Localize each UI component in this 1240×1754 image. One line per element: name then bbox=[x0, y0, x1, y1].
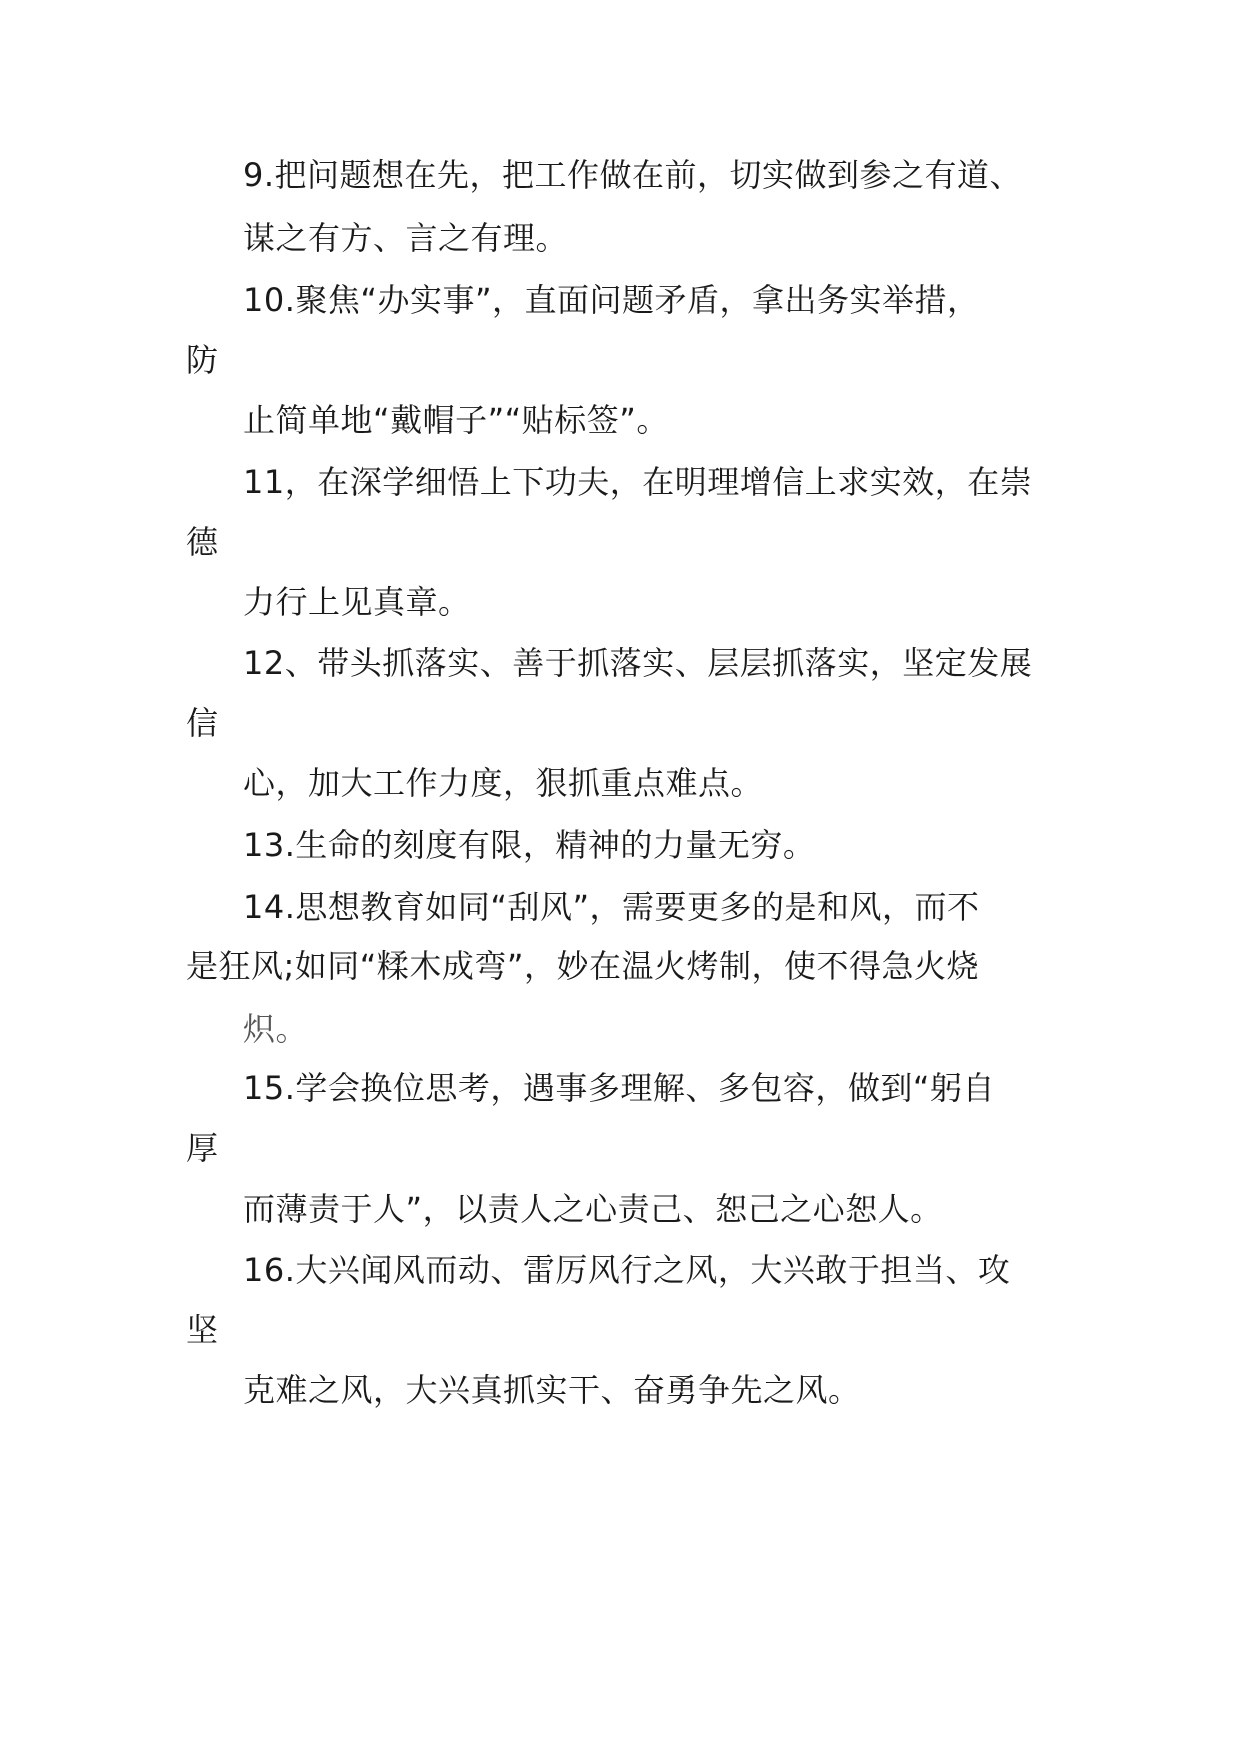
item-16-line-3: 克难之风，大兴真抓实干、奋勇争先之风。 bbox=[243, 1371, 861, 1409]
item-10-line-1: 10.聚焦“办实事”，直面问题矛盾，拿出务实举措， bbox=[243, 281, 980, 319]
item-11-line-1: 11，在深学细悟上下功夫，在明理增信上求实效，在崇 bbox=[243, 463, 1033, 501]
item-12-line-1: 12、带头抓落实、善于抓落实、层层抓落实，坚定发展 bbox=[243, 644, 1033, 682]
item-11-line-3: 力行上见真章。 bbox=[243, 583, 471, 621]
item-14-line-1: 14.思想教育如同“刮风”，需要更多的是和风，而不 bbox=[243, 888, 980, 926]
item-12-line-3: 心，加大工作力度，狠抓重点难点。 bbox=[243, 764, 764, 802]
item-14-line-2: 是狂风;如同“糅木成弯”，妙在温火烤制，使不得急火烧 bbox=[186, 947, 979, 985]
item-11-line-2: 德 bbox=[186, 523, 219, 561]
item-15-line-1: 15.学会换位思考，遇事多理解、多包容，做到“躬自 bbox=[243, 1069, 995, 1107]
item-9-line-2: 谋之有方、言之有理。 bbox=[243, 219, 569, 257]
item-10-line-3: 止简单地“戴帽子”“贴标签”。 bbox=[243, 401, 669, 439]
item-15-line-3: 而薄责于人”，以责人之心责己、恕己之心恕人。 bbox=[243, 1190, 943, 1228]
item-9-line-1: 9.把问题想在先，把工作做在前，切实做到参之有道、 bbox=[243, 156, 1023, 194]
item-10-line-2: 防 bbox=[186, 341, 219, 379]
item-15-line-2: 厚 bbox=[186, 1129, 219, 1167]
item-12-line-2: 信 bbox=[186, 704, 219, 742]
item-13-line-1: 13.生命的刻度有限，精神的力量无穷。 bbox=[243, 826, 816, 864]
item-16-line-1: 16.大兴闻风而动、雷厉风行之风，大兴敢于担当、攻 bbox=[243, 1251, 1011, 1289]
item-16-line-2: 坚 bbox=[186, 1311, 219, 1349]
item-14-line-3: 炽。 bbox=[243, 1010, 309, 1048]
